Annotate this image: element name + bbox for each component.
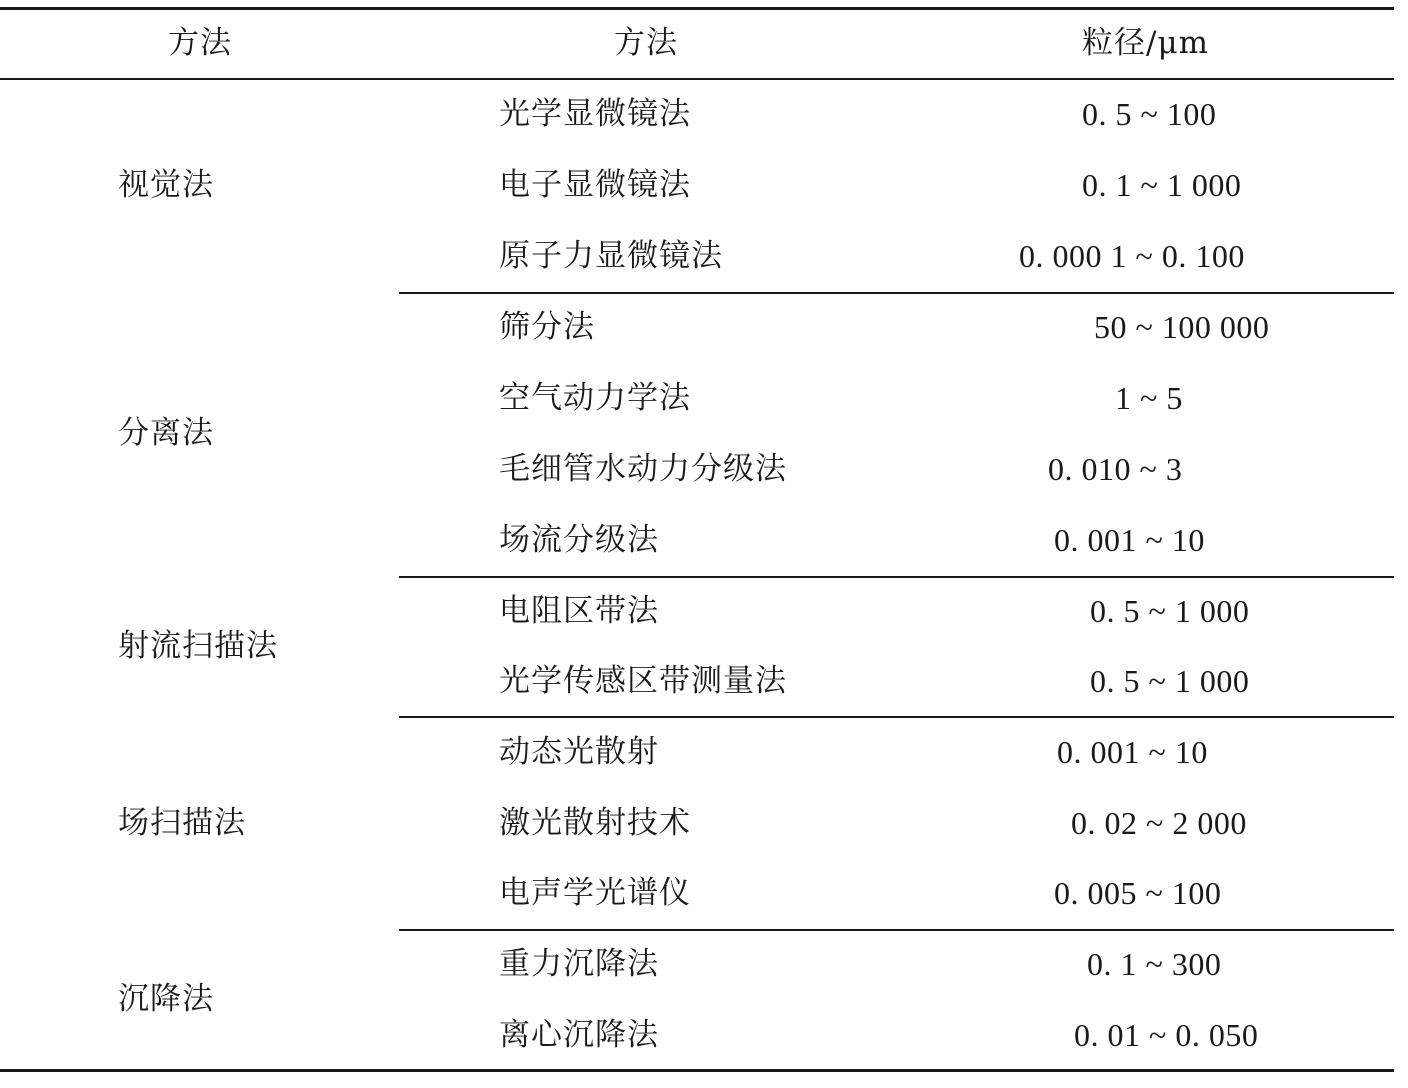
size-range: 0. 005 ~ 100 [1054,875,1222,911]
top-rule [0,7,1394,10]
header-rule [0,78,1394,80]
method-name: 光学显微镜法 [499,96,691,132]
group-name-visual: 视觉法 [118,167,214,203]
method-name: 毛细管水动力分级法 [499,451,787,487]
method-name: 电阻区带法 [499,593,659,629]
size-range: 0. 1 ~ 300 [1087,946,1222,982]
group-name-separation: 分离法 [118,415,214,451]
method-name: 重力沉降法 [499,946,659,982]
size-range: 0. 5 ~ 1 000 [1090,663,1250,699]
method-name: 筛分法 [499,309,595,345]
method-name: 离心沉降法 [499,1017,659,1053]
method-name: 原子力显微镜法 [499,238,723,274]
size-range: 0. 001 ~ 10 [1054,522,1205,558]
method-name: 场流分级法 [499,522,659,558]
size-range: 0. 000 1 ~ 0. 100 [1019,238,1245,274]
size-range: 0. 001 ~ 10 [1057,734,1208,770]
header-particle-size: 粒径/μm [1082,25,1209,61]
method-name: 电声学光谱仪 [499,875,691,911]
size-range: 0. 5 ~ 100 [1082,96,1217,132]
bottom-rule [0,1069,1394,1072]
method-name: 激光散射技术 [499,805,691,841]
group-name-jet-scanning: 射流扫描法 [118,628,278,664]
method-name: 动态光散射 [499,734,659,770]
size-range: 0. 010 ~ 3 [1048,451,1183,487]
size-range: 0. 01 ~ 0. 050 [1074,1017,1259,1053]
method-name: 电子显微镜法 [499,167,691,203]
group-name-sedimentation: 沉降法 [118,981,214,1017]
size-range: 1 ~ 5 [1115,380,1183,416]
size-range: 0. 5 ~ 1 000 [1090,593,1250,629]
group-divider [399,292,1394,294]
size-range: 50 ~ 100 000 [1094,309,1270,345]
group-divider [399,929,1394,931]
group-name-field-scanning: 场扫描法 [118,805,246,841]
group-divider [399,576,1394,578]
size-range: 0. 1 ~ 1 000 [1082,167,1242,203]
size-range: 0. 02 ~ 2 000 [1071,805,1247,841]
group-divider [399,716,1394,718]
header-method: 方法 [614,25,678,61]
method-name: 光学传感区带测量法 [499,663,787,699]
header-category: 方法 [168,25,232,61]
method-name: 空气动力学法 [499,380,691,416]
